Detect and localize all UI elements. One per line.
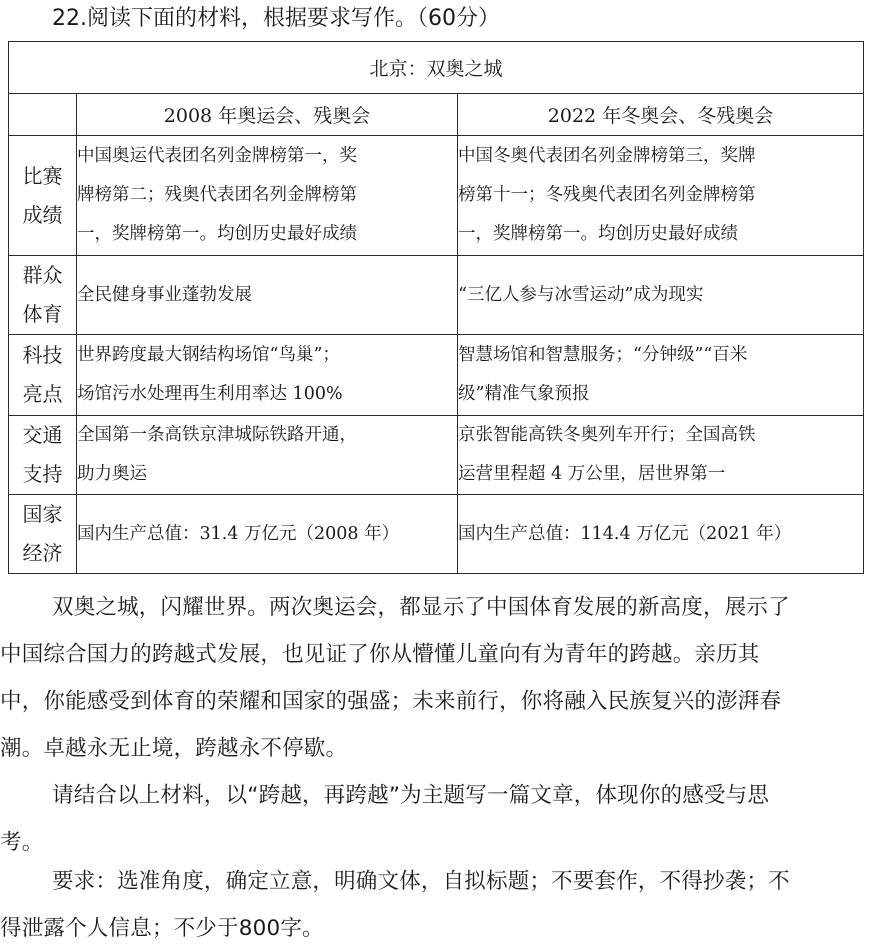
cell-line: 世界跨度最大钢结构场馆“鸟巢”；: [77, 345, 340, 365]
cell-2022-economy: [458, 495, 864, 574]
cell-2008-results: [77, 136, 458, 256]
row-label-line: 支持: [22, 462, 63, 486]
table-row-mass-sports: [9, 256, 864, 335]
header-empty-cell: [9, 94, 77, 136]
row-label-mass-sports: [9, 256, 77, 335]
question-heading: 22.阅读下面的材料，根据要求写作。（60分）: [52, 6, 500, 31]
paragraph-line: 考。: [0, 830, 44, 855]
row-label-line: 成绩: [22, 202, 63, 227]
paragraph-line: 双奥之城，闪耀世界。两次奥运会，都显示了中国体育发展的新高度，展示了: [52, 595, 790, 620]
column-header-2022: 2022 年冬奥会、冬残奥会: [458, 94, 864, 136]
table-title: 北京：双奥之城: [9, 42, 864, 94]
paragraph-line: 要求：选准角度，确定立意，明确文体，自拟标题；不要套作，不得抄袭；不: [52, 869, 790, 894]
cell-line: 一，奖牌榜第一。均创历史最好成绩: [77, 224, 357, 244]
requirements-paragraph: [0, 858, 870, 952]
row-label-line: 科技: [22, 343, 63, 367]
table-row-economy: [9, 495, 864, 574]
cell-2008-tech: [77, 335, 458, 416]
cell-2022-mass-sports: [458, 256, 864, 335]
row-label-line: 比赛: [22, 163, 63, 188]
paragraph-line: 中国综合国力的跨越式发展，也见证了你从懵懂儿童向有为青年的跨越。亲历其: [0, 642, 760, 667]
row-label-line: 群众: [22, 263, 63, 287]
cell-line: 一，奖牌榜第一。均创历史最好成绩: [458, 224, 738, 244]
cell-line: 全国第一条高铁京津城际铁路开通，: [77, 425, 357, 445]
cell-2022-transport: [458, 416, 864, 495]
table-row-competition-results: [9, 136, 864, 256]
row-label-line: 亮点: [22, 382, 63, 406]
cell-line: 助力奥运: [77, 464, 147, 484]
cell-2022-results: [458, 136, 864, 256]
table-row-tech-highlights: [9, 335, 864, 416]
paragraph-line: 得泄露个人信息；不少于800字。: [0, 916, 324, 941]
cell-line: 中国奥运代表团名列金牌榜第一，奖: [77, 146, 357, 166]
paragraph-line: 中，你能感受到体育的荣耀和国家的强盛；未来前行，你将融入民族复兴的澎湃春: [0, 689, 782, 714]
row-label-line: 国家: [22, 502, 63, 526]
column-header-2008: 2008 年奥运会、残奥会: [77, 94, 458, 136]
cell-line: 中国冬奥代表团名列金牌榜第三，奖牌: [458, 146, 756, 166]
cell-line: 牌榜第二；残奥代表团名列金牌榜第: [77, 185, 357, 205]
cell-line: “三亿人参与冰雪运动”成为现实: [458, 284, 704, 305]
paragraph-line: 请结合以上材料，以“跨越，再跨越”为主题写一篇文章，体现你的感受与思: [52, 783, 770, 808]
row-label-line: 体育: [22, 302, 63, 326]
row-label-line: 经济: [22, 541, 63, 565]
cell-2008-mass-sports: [77, 256, 458, 335]
cell-line: 级”精准气象预报: [458, 384, 590, 404]
cell-line: 智慧场馆和智慧服务；“分钟级”“百米: [458, 345, 748, 365]
material-paragraph: [0, 584, 870, 772]
row-label-tech: [9, 335, 77, 416]
cell-line: 国内生产总值：114.4 万亿元（2021 年）: [458, 523, 792, 544]
cell-line: 运营里程超 4 万公里，居世界第一: [458, 464, 726, 484]
cell-line: 国内生产总值：31.4 万亿元（2008 年）: [77, 523, 400, 544]
cell-2008-economy: [77, 495, 458, 574]
task-paragraph: [0, 772, 870, 866]
table-row-transport: [9, 416, 864, 495]
cell-line: 京张智能高铁冬奥列车开行；全国高铁: [458, 425, 756, 445]
cell-2022-tech: [458, 335, 864, 416]
cell-line: 榜第十一；冬残奥代表团名列金牌榜第: [458, 185, 756, 205]
row-label-economy: [9, 495, 77, 574]
cell-line: 场馆污水处理再生利用率达 100%: [77, 384, 343, 404]
material-table: [8, 41, 864, 574]
row-label-results: [9, 136, 77, 256]
row-label-line: 交通: [22, 423, 63, 447]
paragraph-line: 潮。卓越永无止境，跨越永不停歇。: [0, 736, 348, 761]
row-label-transport: [9, 416, 77, 495]
cell-line: 全民健身事业蓬勃发展: [77, 284, 252, 305]
cell-2008-transport: [77, 416, 458, 495]
